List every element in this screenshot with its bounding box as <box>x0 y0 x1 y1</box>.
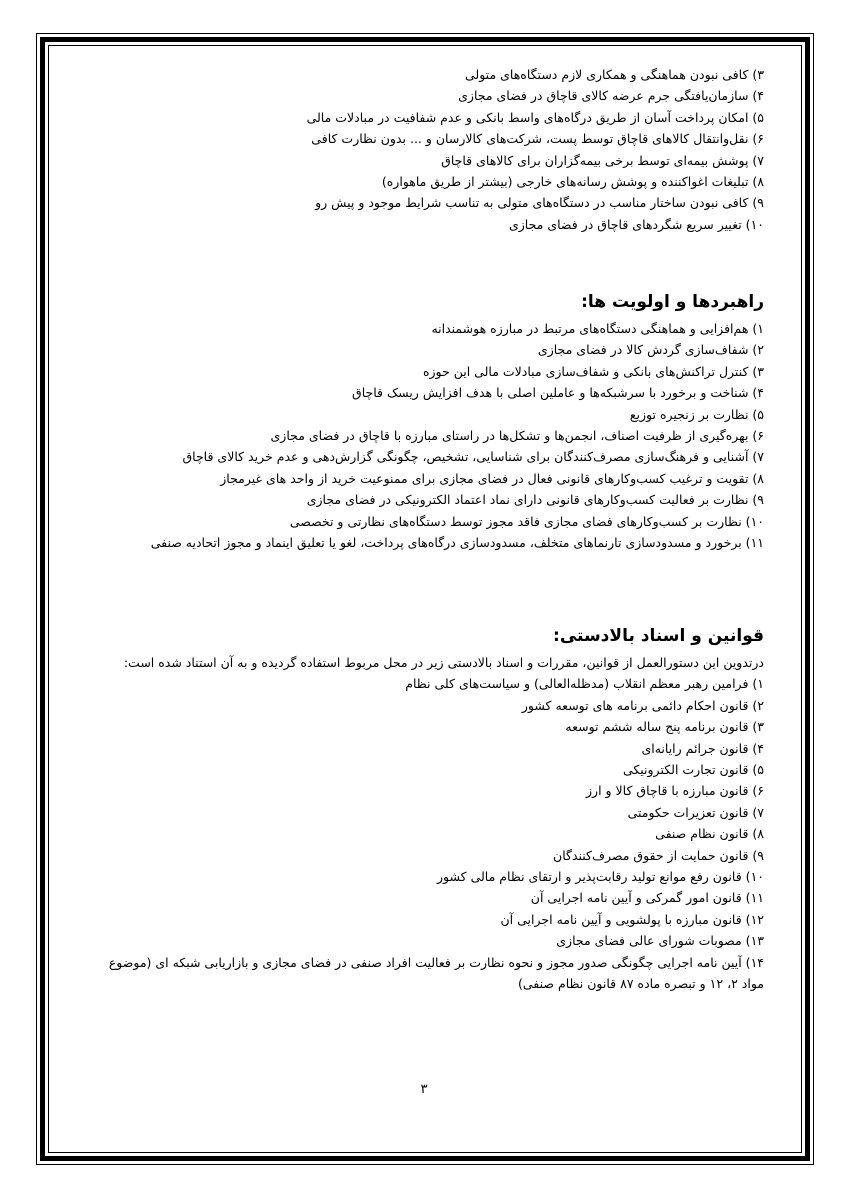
list-item: ۷) قانون تعزیرات حکومتی <box>627 804 764 820</box>
list-item: ۱۰) نظارت بر کسب‌وکارهای فضای مجازی فاقد مجوز توسط دستگاه‌های نظارتی و تخصصی <box>289 513 764 529</box>
list-item: ۱۱) قانون امور گمرکی و آیین نامه اجرایی آن <box>530 890 764 906</box>
list-item: ۳) کنترل تراکنش‌های بانکی و شفاف‌سازی مبادلات مالی این حوزه <box>422 363 764 379</box>
list-item: ۳) قانون برنامه پنج ساله ششم توسعه <box>565 719 764 735</box>
list-item: ۷) آشنایی و فرهنگ‌سازی مصرف‌کنندگان برای شناسایی، تشخیص، چگونگی گزارش‌دهی و عدم خرید کالای قاچاق <box>182 449 764 465</box>
list-item: ۹) قانون حمایت از حقوق مصرف‌کنندگان <box>553 847 764 863</box>
list-item: ۶) نقل‌وانتقال کالاهای قاچاق توسط پست، شرکت‌های کالارسان و ... بدون نظارت کافی <box>311 131 764 147</box>
list-item: ۹) نظارت بر فعالیت کسب‌وکارهای قانونی دارای نماد اعتماد الکترونیکی در فضای مجازی <box>306 492 764 508</box>
list-item: ۱۱) برخورد و مسدودسازی تارنماهای متخلف، مسدودسازی درگاه‌های پرداخت، لغو یا تعلیق اینماد و مجوز اتحادیه صنفی <box>150 535 764 551</box>
strategies-heading: راهبردها و اولویت ها: <box>581 292 764 312</box>
list-item: ۲) شفاف‌سازی گردش کالا در فضای مجازی <box>537 342 764 358</box>
list-item: ۵) امکان پرداخت آسان از طریق درگاه‌های واسط بانکی و عدم شفافیت در مبادلات مالی <box>306 109 764 125</box>
list-item: ۵) نظارت بر زنجیره توزیع <box>629 406 764 422</box>
list-item: ۱) فرامین رهبر معظم انقلاب (مدظله‌العالی) و سیاست‌های کلی نظام <box>405 676 764 692</box>
list-item: ۸) قانون نظام صنفی <box>655 826 764 842</box>
list-item-continuation: مواد ۲، ۱۲ و تبصره ماده ۸۷ قانون نظام صنفی) <box>518 976 764 992</box>
page-number: ۳ <box>420 1082 428 1097</box>
laws-heading: قوانین و اسناد بالادستی: <box>553 626 764 646</box>
list-item: ۲) قانون احکام دائمی برنامه های توسعه کشور <box>521 697 764 713</box>
list-item: ۱۳) مصوبات شورای عالی فضای مجازی <box>556 933 764 949</box>
list-item: ۱۲) قانون مبارزه با پولشویی و آیین نامه اجرایی آن <box>500 911 764 927</box>
list-item: ۱) هم‌افزایی و هماهنگی دستگاه‌های مرتبط در مبارزه هوشمندانه <box>431 321 764 336</box>
list-item: ۸) تقویت و ترغیب کسب‌وکارهای قانونی فعال در فضای مجازی برای ممنوعیت خرید از واحد های غیرمجاز <box>220 470 764 486</box>
list-item: ۸) تبلیغات اغواکننده و پوشش رسانه‌های خارجی (بیشتر از طریق ماهواره) <box>381 174 764 190</box>
list-item: ۶) بهره‌گیری از ظرفیت اصناف، انجمن‌ها و تشکل‌ها در راستای مبارزه با قاچاق در فضای مجازی <box>270 428 764 444</box>
list-item: ۴) قانون جرائم رایانه‌ای <box>641 740 764 756</box>
list-item: ۱۰) قانون رفع موانع تولید رقابت‌پذیر و ارتقای نظام مالی کشور <box>437 869 764 885</box>
problems-list <box>120 64 764 235</box>
laws-list <box>100 652 764 995</box>
list-item: ۳) کافی نبودن هماهنگی و همکاری لازم دستگاه‌های متولی <box>464 67 764 82</box>
laws-intro: درتدوین این دستورالعمل از قوانین، مقررات و اسناد بالادستی زیر در محل مربوط استفاده گردیده و به آن استناد شده است: <box>123 655 764 670</box>
list-item: ۴) سازمان‌یافتگی جرم عرضه کالای قاچاق در فضای مجازی <box>458 88 764 104</box>
list-item: ۴) شناخت و برخورد با سرشبکه‌ها و عاملین اصلی با هدف افزایش ریسک قاچاق <box>352 385 764 401</box>
list-item: ۱۴) آیین نامه اجرایی چگونگی صدور مجوز و نحوه نظارت بر فعالیت افراد صنفی در فضای مجازی و بازاریابی شبکه ای (موضوع <box>108 954 764 970</box>
list-item: ۹) کافی نبودن ساختار مناسب در دستگاه‌های متولی به تناسب شرایط موجود و پیش رو <box>315 195 764 211</box>
strategies-list <box>120 318 764 553</box>
list-item: ۱۰) تغییر سریع شگردهای قاچاق در فضای مجازی <box>508 216 764 232</box>
list-item: ۷) پوشش بیمه‌ای توسط برخی بیمه‌گزاران برای کالاهای قاچاق <box>441 152 764 168</box>
list-item: ۶) قانون مبارزه با قاچاق کالا و ارز <box>586 783 764 799</box>
list-item: ۵) قانون تجارت الکترونیکی <box>622 762 764 778</box>
